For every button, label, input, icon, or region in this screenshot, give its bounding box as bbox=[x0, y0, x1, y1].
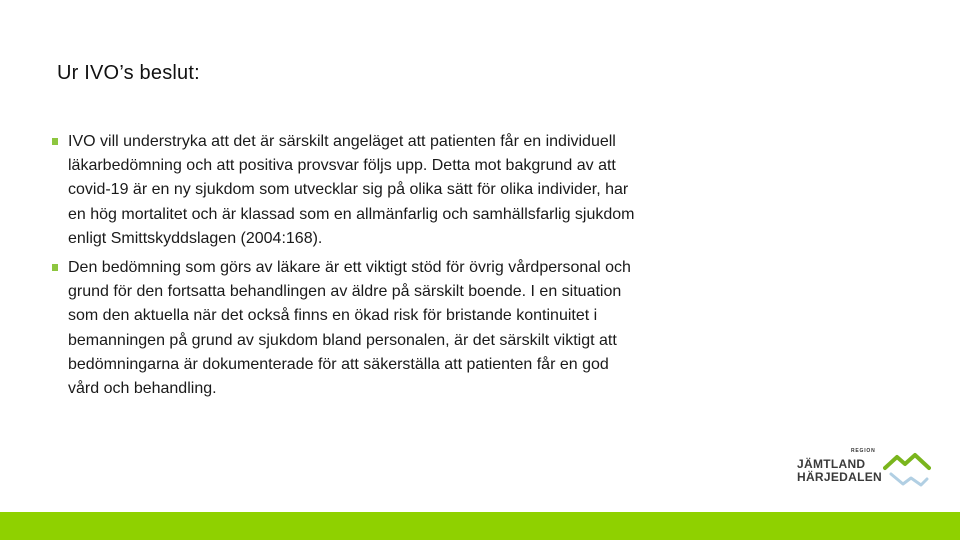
bullet-marker-icon bbox=[52, 138, 58, 145]
bullet-text: IVO vill understryka att det är särskilt angeläget att patienten får en individuell läkarbedömning och att positiva provsvar följs upp. Detta mot bakgrund av att covid-19 är en ny sjukdom som utvecklar sig på olika sätt för olika individer, har en hög mortalitet och är klassad som en allmänfarlig och samhällsfarlig sjukdom enligt Smittskyddslagen (2004:168). bbox=[68, 133, 635, 247]
logo-region-label: REGION bbox=[851, 448, 876, 454]
bullet-item bbox=[40, 256, 640, 401]
logo-name-line1: JÄMTLAND bbox=[797, 457, 866, 471]
logo-name-line2: HÄRJEDALEN bbox=[797, 470, 883, 484]
region-logo bbox=[797, 448, 933, 492]
bullet-text: Den bedömning som görs av läkare är ett viktigt stöd för övrig vårdpersonal och grund för den fortsatta behandlingen av äldre på särskilt boende. I en situation som den aktuella när det också finns en ökad risk för bristande kontinuitet i bemanningen på grund av sjukdom bland personalen, är det särskilt viktigt att bedömningarna är dokumenterade för att säkerställa att patienten får en god vård och behandling. bbox=[68, 259, 631, 398]
bullet-list bbox=[40, 130, 640, 406]
footer-accent-bar bbox=[0, 512, 960, 540]
bullet-marker-icon bbox=[52, 264, 58, 271]
bullet-item bbox=[40, 130, 640, 251]
slide-title: Ur IVO’s beslut: bbox=[57, 62, 200, 84]
mountain-logo-icon bbox=[883, 452, 931, 488]
